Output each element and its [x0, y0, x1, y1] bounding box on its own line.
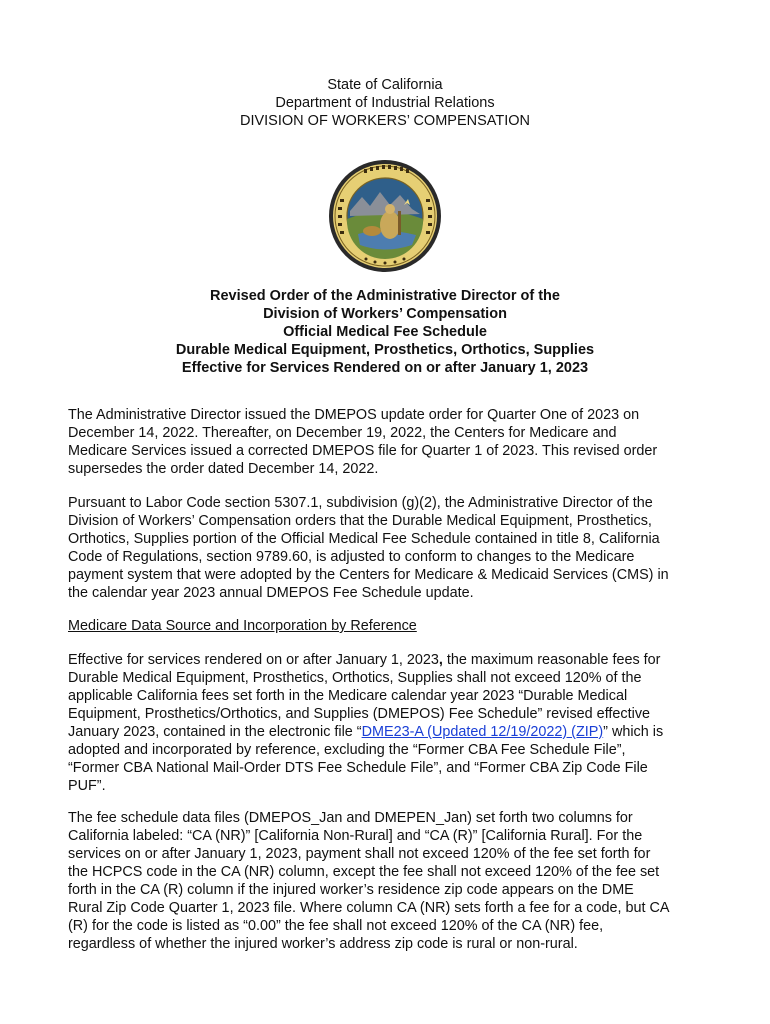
paragraph-line: regardless of whether the injured worker’s address zip code is rural or non-rural.	[68, 936, 578, 952]
section-heading	[68, 617, 708, 635]
paragraph-line: “Former CBA National Mail-Order DTS Fee Schedule File”, and “Former CBA Zip Code File	[68, 760, 648, 776]
title-line: Durable Medical Equipment, Prosthetics, Orthotics, Supplies	[175, 342, 595, 358]
line-text: January 2023, contained in the electronic file “	[68, 724, 362, 740]
paragraph-line: forth in the CA (R) column if the injured worker’s residence zip code appears on the DME	[68, 882, 634, 898]
paragraph-line: Durable Medical Equipment, Prosthetics, Orthotics, Supplies shall not exceed 120% of the	[68, 670, 642, 686]
paragraph-line: Medicare Services issued a corrected DMEPOS file for Quarter 1 of 2023. This revised order	[68, 443, 658, 459]
paragraph-line: supersedes the order dated December 14, 2022.	[68, 461, 379, 477]
section-heading-text: Medicare Data Source and Incorporation by Reference	[68, 618, 417, 634]
line-text: the maximum reasonable fees for	[442, 652, 661, 668]
paragraph-line: Orthotics, Supplies portion of the Official Medical Fee Schedule contained in title 8, California	[68, 531, 660, 547]
line-text: ” which is	[603, 724, 664, 740]
title-line: Effective for Services Rendered on or after January 1, 2023	[181, 360, 589, 376]
header-state: State of California	[327, 77, 443, 93]
dme23-a-zip-link[interactable]: DME23-A (Updated 12/19/2022) (ZIP)	[361, 724, 604, 740]
bold-comma: ,	[438, 652, 443, 668]
paragraph-line: Division of Workers’ Compensation orders that the Durable Medical Equipment, Prosthetics,	[68, 513, 652, 529]
fee-columns-paragraph	[68, 809, 708, 953]
title-line: Official Medical Fee Schedule	[283, 324, 487, 340]
paragraph-line: December 14, 2022. Thereafter, on December 19, 2022, the Centers for Medicare and	[68, 425, 617, 441]
paragraph-line: the HCPCS code in the CA (NR) column, except the fee shall not exceed 120% of the fee set	[68, 864, 660, 880]
paragraph-line: (R) for the code is listed as “0.00” the fee shall not exceed 120% of the CA (NR) fee,	[68, 918, 604, 934]
agency-header	[0, 76, 770, 130]
authority-paragraph	[68, 494, 708, 602]
paragraph-line: services on or after January 1, 2023, payment shall not exceed 120% of the fee set forth for	[68, 846, 651, 862]
paragraph-line: The Administrative Director issued the DMEPOS update order for Quarter One of 2023 on	[68, 407, 640, 423]
paragraph-line	[68, 651, 708, 669]
title-line: Revised Order of the Administrative Director of the	[210, 288, 560, 304]
paragraph-line: Code of Regulations, section 9789.60, is adjusted to conform to changes to the Medicare	[68, 549, 635, 565]
paragraph-line: payment system that were adopted by the Centers for Medicare & Medicaid Services (CMS) in	[68, 567, 669, 583]
header-division: DIVISION OF WORKERS’ COMPENSATION	[239, 113, 531, 129]
incorporation-paragraph	[68, 651, 708, 795]
line-text: Effective for services rendered on or after January 1, 2023	[68, 652, 439, 668]
paragraph-line: The fee schedule data files (DMEPOS_Jan and DMEPEN_Jan) set forth two columns for	[68, 810, 633, 826]
paragraph-line: adopted and incorporated by reference, excluding the “Former CBA Fee Schedule File”,	[68, 742, 626, 758]
title-line: Division of Workers’ Compensation	[263, 306, 507, 322]
paragraph-line: PUF”.	[68, 778, 106, 794]
header-department: Department of Industrial Relations	[275, 95, 495, 111]
paragraph-line: California labeled: “CA (NR)” [California Non-Rural] and “CA (R)” [California Rural]. For the	[68, 828, 643, 844]
order-title	[0, 287, 770, 377]
paragraph-line: Pursuant to Labor Code section 5307.1, subdivision (g)(2), the Administrative Director of the	[68, 495, 653, 511]
paragraph-line: applicable California fees set forth in the Medicare calendar year 2023 “Durable Medical	[68, 688, 628, 704]
paragraph-line	[68, 723, 708, 741]
california-state-seal-icon	[328, 159, 442, 273]
paragraph-line: the calendar year 2023 annual DMEPOS Fee Schedule update.	[68, 585, 474, 601]
intro-paragraph	[68, 406, 708, 478]
paragraph-line: Rural Zip Code Quarter 1, 2023 file. Where column CA (NR) sets forth a fee for a code, but CA	[68, 900, 670, 916]
paragraph-line: Equipment, Prosthetics/Orthotics, and Supplies (DMEPOS) Fee Schedule” revised effective	[68, 706, 651, 722]
